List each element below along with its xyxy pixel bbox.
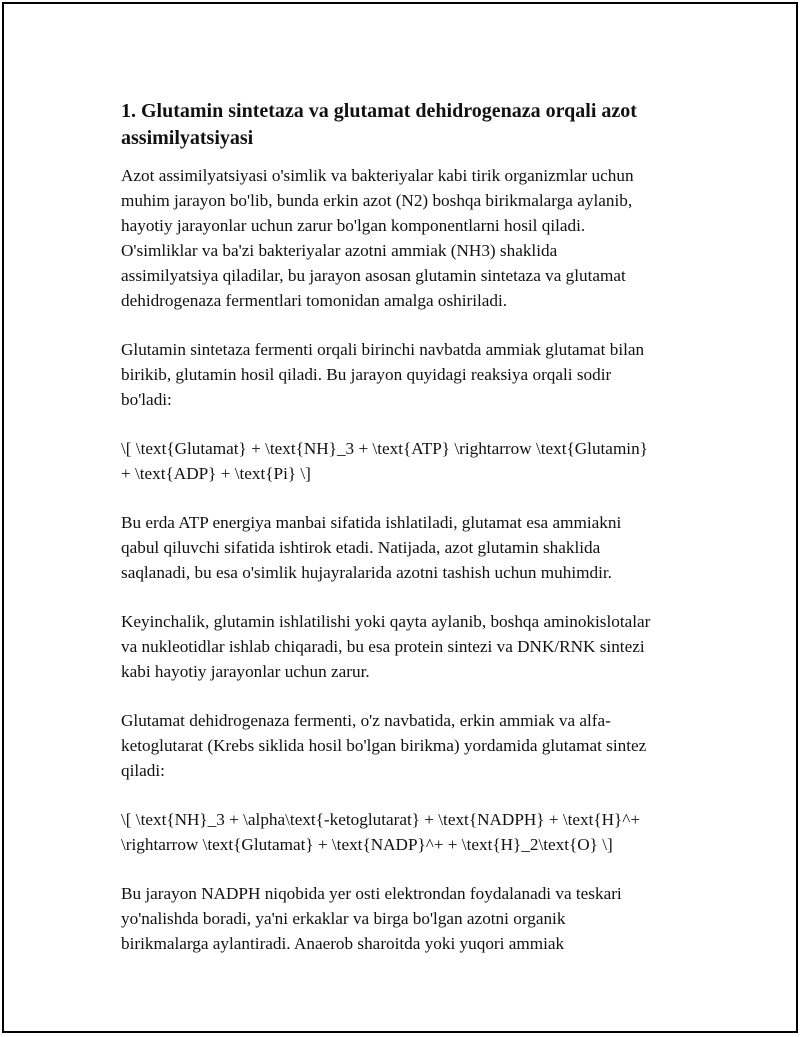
paragraph-glutamine-synthetase: Glutamin sintetaza fermenti orqali birinchi navbatda ammiak glutamat bilan birikib, glutamin hosil qiladi. Bu jarayon quyidagi reaksiya orqali sodir bo'ladi: [121,340,645,409]
paragraph-intro: Azot assimilyatsiyasi o'simlik va bakteriyalar kabi tirik organizmlar uchun muhim jarayon bo'lib, bunda erkin azot (N2) boshqa birikmalarga aylanib, hayotiy jarayonlar uchun zarur bo'lgan komponentlarni hosil qiladi. O'simliklar va ba'zi bakteriyalar azotni ammiak (NH3) shaklida assimilyatsiya qiladilar, bu jarayon asosan glutamin sintetaza va glutamat dehidrogenaza fermentlari tomonidan amalga oshiriladi. [121,166,634,310]
equation-glutamate-synthesis: \[ \text{NH}_3 + \alpha\text{-ketoglutarat} + \text{NADPH} + \text{H}^+ \rightarrow \text{Glutamat} + \text{NADP}^+ + \text{H}_2\text{O} \] [121,810,641,854]
section-heading: 1. Glutamin sintetaza va glutamat dehidrogenaza orqali azot assimilyatsiyasi [121,100,637,149]
document-body [121,98,701,980]
document-page [2,2,798,1033]
paragraph-nadph: Bu jarayon NADPH niqobida yer osti elektrondan foydalanadi va teskari yo'nalishda boradi, ya'ni erkaklar va birga bo'lgan azotni organik birikmalarga aylantiradi. Anaerob sharoitda yoki yuqori ammiak [121,884,622,953]
equation-glutamine-synthesis: \[ \text{Glutamat} + \text{NH}_3 + \text{ATP} \rightarrow \text{Glutamin} + \text{ADP} + \text{Pi} \] [121,439,648,483]
paragraph-glutamine-use: Keyinchalik, glutamin ishlatilishi yoki qayta aylanib, boshqa aminokislotalar va nukleotidlar ishlab chiqaradi, bu esa protein sintezi va DNK/RNK sintezi kabi hayotiy jarayonlar uchun zarur. [121,612,651,681]
paragraph-atp-role: Bu erda ATP energiya manbai sifatida ishlatiladi, glutamat esa ammiakni qabul qiluvchi sifatida ishtirok etadi. Natijada, azot glutamin shaklida saqlanadi, bu esa o'simlik hujayralarida azotni tashish uchun muhimdir. [121,513,622,582]
paragraph-glutamate-dehydrogenase: Glutamat dehidrogenaza fermenti, o'z navbatida, erkin ammiak va alfa- ketoglutarat (Krebs siklida hosil bo'lgan birikma) yordamida glutamat sintez qiladi: [121,711,647,780]
